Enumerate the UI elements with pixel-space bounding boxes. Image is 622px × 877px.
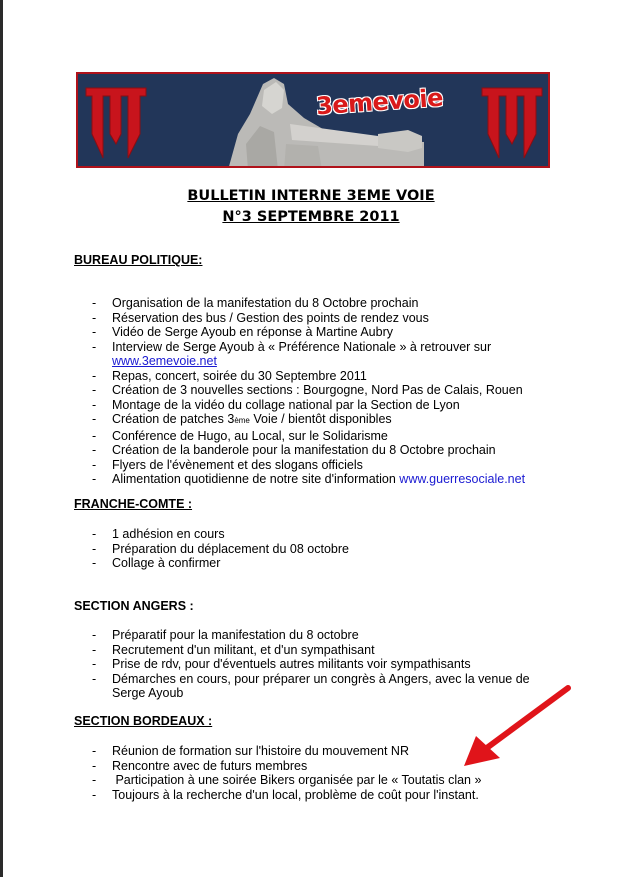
left-flag-emblem bbox=[86, 88, 146, 158]
list-item: - Recrutement d'un militant, et d'un sympathisant bbox=[92, 642, 375, 657]
list-item: - Réunion de formation sur l'histoire du mouvement NR bbox=[92, 744, 409, 758]
list-item: - Rencontre avec de futurs membres bbox=[92, 758, 308, 773]
list-item: - Collage à confirmer bbox=[92, 556, 221, 570]
guerresociale-link[interactable]: www.guerresociale.net bbox=[399, 472, 526, 486]
list-item: - Organisation de la manifestation du 8 Octobre prochain bbox=[92, 296, 419, 310]
list-item: - Démarches en cours, pour préparer un congrès à Angers, avec la venue de Serge Ayoub bbox=[92, 671, 530, 700]
bulletin-subtitle: N°3 SEPTEMBRE 2011 bbox=[222, 209, 400, 225]
section-heading-bureau: BUREAU POLITIQUE: bbox=[74, 253, 203, 267]
list-item: - Montage de la vidéo du collage national par la Section de Lyon bbox=[92, 397, 460, 412]
franche-comte-list bbox=[0, 527, 532, 571]
section-heading-angers: SECTION ANGERS : bbox=[74, 599, 194, 613]
list-item: - Alimentation quotidienne de notre site d'information www.guerresociale.net bbox=[92, 472, 526, 486]
list-item: - Création de la banderole pour la manifestation du 8 Octobre prochain bbox=[92, 443, 496, 457]
list-item: - Création de 3 nouvelles sections : Bourgogne, Nord Pas de Calais, Rouen bbox=[92, 383, 523, 397]
section-heading-franche-comte: FRANCHE-COMTE : bbox=[74, 497, 193, 511]
list-item: - Interview de Serge Ayoub à « Préférence Nationale » à retrouver sur www.3emevoie.net bbox=[92, 339, 492, 368]
red-arrow-icon bbox=[450, 680, 580, 790]
list-item: - Prise de rdv, pour d'éventuels autres militants voir sympathisants bbox=[92, 657, 471, 671]
list-item: - Préparation du déplacement du 08 octobre bbox=[92, 541, 349, 556]
section-heading-bordeaux: SECTION BORDEAUX : bbox=[74, 714, 213, 728]
list-item: - Conférence de Hugo, au Local, sur le Solidarisme bbox=[92, 428, 388, 443]
list-item: - Réservation des bus / Gestion des points de rendez vous bbox=[92, 310, 429, 325]
list-item: - 1 adhésion en cours bbox=[92, 527, 225, 541]
3emevoie-logo: 3emevoie bbox=[315, 83, 444, 121]
list-item: - Repas, concert, soirée du 30 Septembre 2011 bbox=[92, 368, 367, 383]
list-item: - Création de patches 3ème Voie / bientôt disponibles bbox=[92, 412, 392, 426]
bureau-list bbox=[0, 296, 532, 487]
right-flag-emblem bbox=[482, 88, 542, 158]
header-banner bbox=[76, 72, 550, 168]
list-item: - Flyers de l'évènement et des slogans officiels bbox=[92, 457, 363, 472]
list-item: - Toujours à la recherche d'un local, problème de coût pour l'instant. bbox=[92, 787, 479, 802]
bulletin-title: BULLETIN INTERNE 3EME VOIE bbox=[187, 188, 435, 204]
list-item: - Participation à une soirée Bikers organisée par le « Toutatis clan » bbox=[92, 773, 482, 787]
list-item: - Préparatif pour la manifestation du 8 octobre bbox=[92, 628, 359, 642]
list-item: - Vidéo de Serge Ayoub en réponse à Martine Aubry bbox=[92, 325, 393, 339]
3emevoie-link[interactable]: www.3emevoie.net bbox=[112, 354, 217, 368]
banner-artwork bbox=[78, 74, 550, 168]
